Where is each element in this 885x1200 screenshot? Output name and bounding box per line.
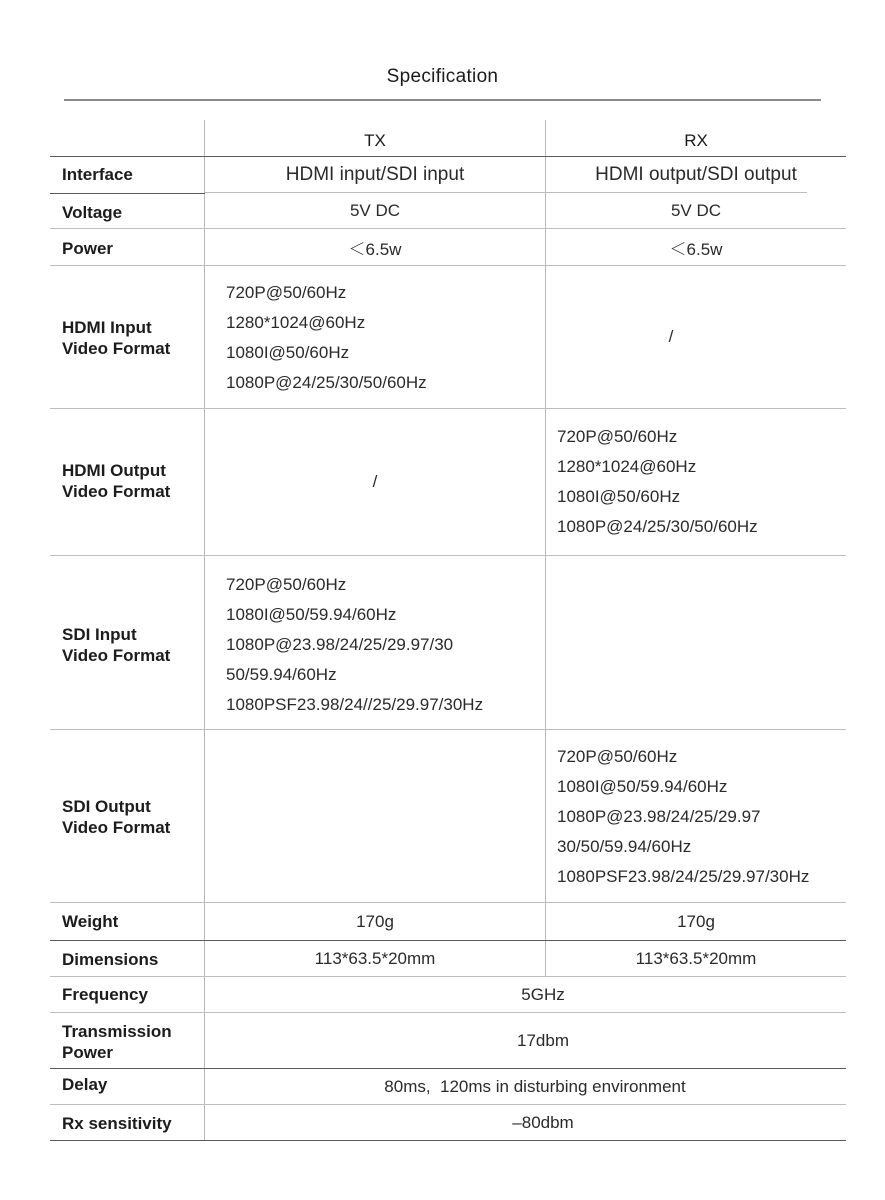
label-line: SDI Input: [62, 625, 137, 644]
format-item: 1280*1024@60Hz: [226, 313, 366, 332]
format-item: 720P@50/60Hz: [226, 575, 347, 594]
row-label-hdmi-output: [62, 460, 170, 502]
hdmi-output-tx: /: [372, 472, 378, 491]
format-item: 1080I@50/60Hz: [226, 343, 350, 362]
row-divider: [50, 193, 205, 194]
interface-rx: HDMI output/SDI output: [595, 163, 797, 185]
delay-value: 80ms, 120ms in disturbing environment: [384, 1076, 686, 1096]
format-item: 1080P@23.98/24/25/29.97/30: [226, 635, 454, 654]
row-label-interface: Interface: [62, 165, 133, 184]
row-label-weight: Weight: [62, 912, 119, 931]
label-line: Video Format: [62, 818, 171, 837]
row-divider: [205, 192, 807, 193]
hdmi-input-tx-list: [226, 278, 427, 398]
format-item: 720P@50/60Hz: [557, 747, 678, 766]
hdmi-input-rx: /: [668, 327, 674, 346]
label-line: SDI Output: [62, 797, 151, 816]
dimensions-tx: 113*63.5*20mm: [314, 948, 436, 968]
row-label-dimensions: Dimensions: [62, 950, 159, 969]
rx-sensitivity-value: –80dbm: [512, 1112, 574, 1132]
sdi-output-rx-list: [557, 742, 809, 892]
transmission-power-value: 17dbm: [517, 1030, 569, 1050]
format-item: 1080P@23.98/24/25/29.97: [557, 807, 761, 826]
power-tx: ＜6.5w: [348, 239, 402, 259]
row-label-delay: Delay: [62, 1075, 108, 1094]
format-item: 720P@50/60Hz: [226, 283, 347, 302]
format-item: 1080I@50/60Hz: [557, 487, 681, 506]
format-item: 1080P@24/25/30/50/60Hz: [557, 517, 758, 536]
format-item: 1080PSF23.98/24//25/29.97/30Hz: [226, 695, 484, 714]
dimensions-rx: 113*63.5*20mm: [635, 948, 757, 968]
format-item: 720P@50/60Hz: [557, 427, 678, 446]
format-item: 1280*1024@60Hz: [557, 457, 697, 476]
row-divider: [50, 555, 846, 556]
row-label-transmission-power: [62, 1021, 172, 1063]
label-line: Power: [62, 1043, 114, 1062]
label-line: Video Format: [62, 646, 171, 665]
spec-title: Specification: [386, 66, 499, 87]
format-item: 30/50/59.94/60Hz: [557, 837, 692, 856]
row-divider: [50, 1140, 846, 1141]
label-line: Video Format: [62, 339, 171, 358]
sdi-input-tx-list: [226, 570, 483, 720]
header-tx: TX: [364, 131, 386, 150]
power-rx: ＜6.5w: [669, 239, 723, 259]
label-line: HDMI Input: [62, 318, 152, 337]
weight-tx: 170g: [356, 911, 394, 931]
row-label-sdi-input: [62, 624, 170, 666]
label-line: Video Format: [62, 482, 171, 501]
row-label-frequency: Frequency: [62, 985, 148, 1004]
row-label-power: Power: [62, 239, 114, 258]
row-label-hdmi-input: [62, 317, 170, 359]
interface-tx: HDMI input/SDI input: [285, 163, 465, 185]
voltage-rx: 5V DC: [670, 201, 722, 220]
hdmi-output-rx-list: [557, 422, 758, 542]
format-item: 1080P@24/25/30/50/60Hz: [226, 373, 427, 392]
row-divider: [50, 729, 846, 730]
title-divider: [64, 99, 821, 101]
voltage-tx: 5V DC: [349, 201, 401, 220]
format-item: 1080I@50/59.94/60Hz: [557, 777, 728, 796]
row-label-rx-sensitivity: Rx sensitivity: [62, 1114, 172, 1133]
frequency-value: 5GHz: [521, 984, 565, 1004]
label-line: Transmission: [62, 1022, 172, 1041]
format-item: 50/59.94/60Hz: [226, 665, 337, 684]
row-label-voltage: Voltage: [62, 203, 123, 222]
label-line: HDMI Output: [62, 461, 166, 480]
row-label-sdi-output: [62, 796, 170, 838]
header-rx: RX: [684, 131, 708, 150]
format-item: 1080PSF23.98/24/25/29.97/30Hz: [557, 867, 810, 886]
format-item: 1080I@50/59.94/60Hz: [226, 605, 397, 624]
weight-rx: 170g: [677, 911, 715, 931]
